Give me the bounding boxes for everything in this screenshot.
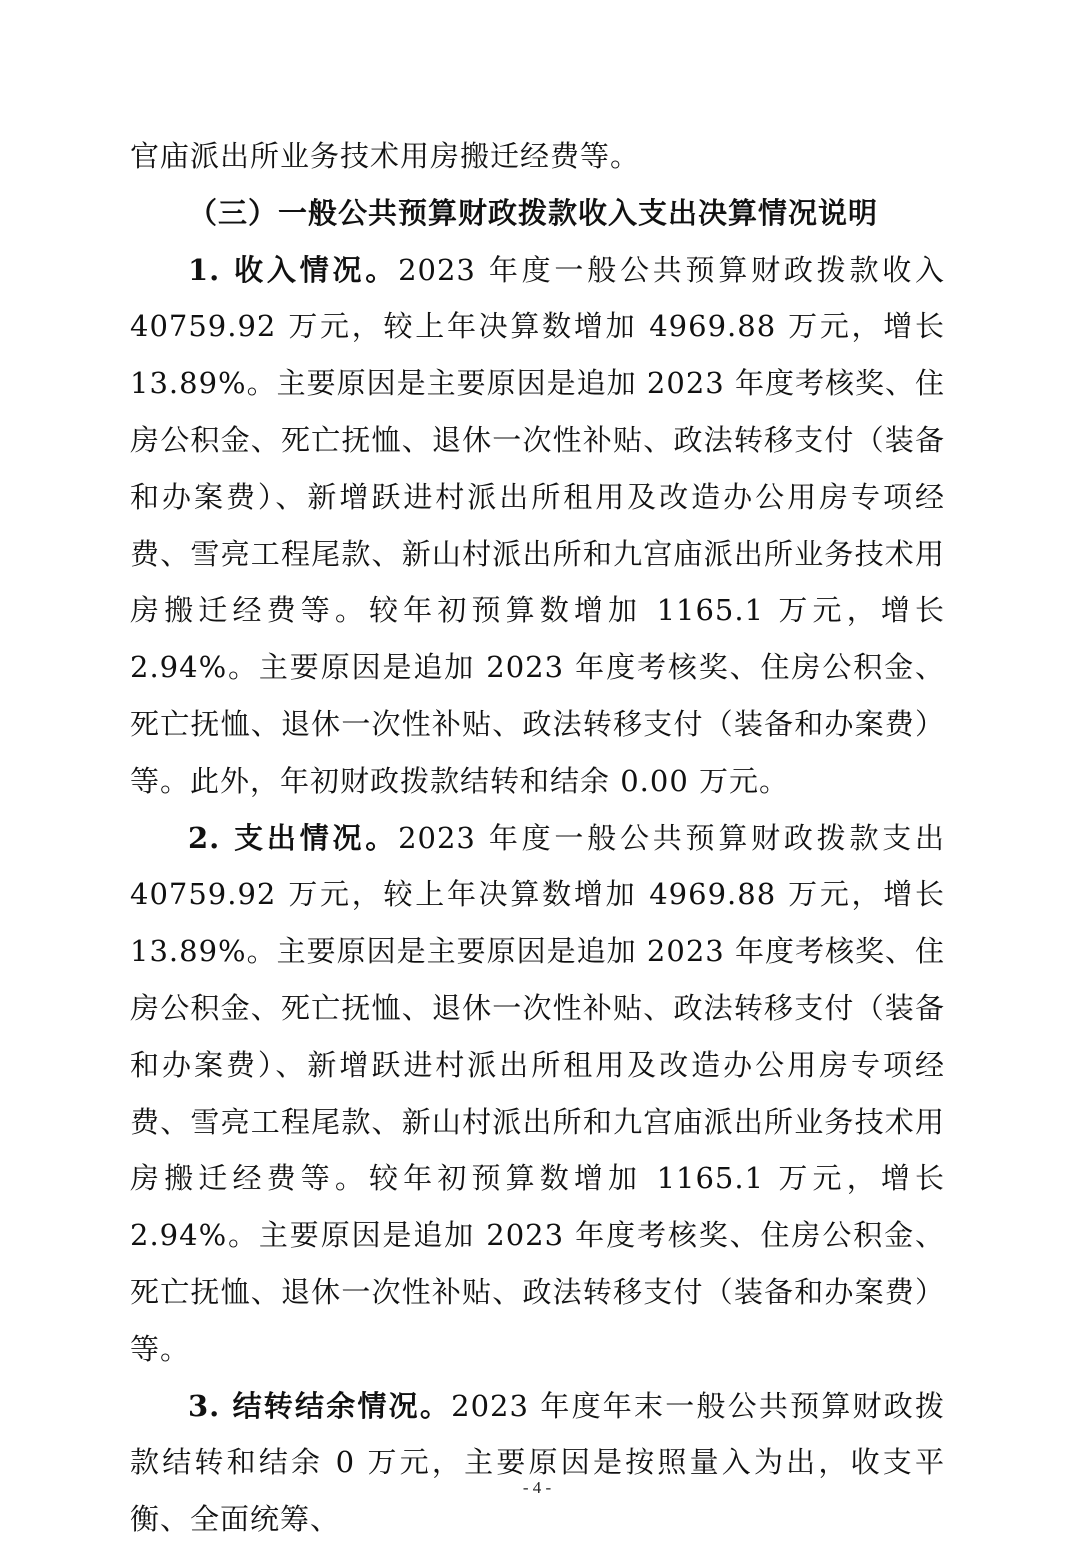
document-body xyxy=(130,128,945,1548)
item-expenditure-lead: 2. 支出情况。 xyxy=(188,820,399,855)
item-expenditure-body: 2023 年度一般公共预算财政拨款支出 40759.92 万元，较上年决算数增加 4969.88 万元，增长 13.89%。主要原因是主要原因是追加 2023 年度考核奖、住房公积金、死亡抚恤、退休一次性补贴、政法转移支付（装备和办案费）、新增跃进村派出所租用及改造办公用房专项经费、雪亮工程尾款、新山村派出所和九宫庙派出所业务技术用房搬迁经费等。较年初预算数增加 1165.1 万元，增长 2.94%。主要原因是追加 2023 年度考核奖、住房公积金、死亡抚恤、退休一次性补贴、政法转移支付（装备和办案费）等。 xyxy=(130,820,945,1366)
item-carryover-lead: 3. 结转结余情况。 xyxy=(188,1388,452,1423)
page-number: - 4 - xyxy=(522,1478,552,1497)
section-heading: （三）一般公共预算财政拨款收入支出决算情况说明 xyxy=(188,195,879,230)
item-income-body: 2023 年度一般公共预算财政拨款收入 40759.92 万元，较上年决算数增加 4969.88 万元，增长 13.89%。主要原因是主要原因是追加 2023 年度考核奖、住房公积金、死亡抚恤、退休一次性补贴、政法转移支付（装备和办案费）、新增跃进村派出所租用及改造办公用房专项经费、雪亮工程尾款、新山村派出所和九宫庙派出所业务技术用房搬迁经费等。较年初预算数增加 1165.1 万元，增长 2.94%。主要原因是追加 2023 年度考核奖、住房公积金、死亡抚恤、退休一次性补贴、政法转移支付（装备和办案费）等。此外，年初财政拨款结转和结余 0.00 万元。 xyxy=(130,252,945,798)
item-expenditure xyxy=(130,810,945,1378)
item-carryover-body: 2023 年度年末一般公共预算财政拨款结转和结余 0 万元，主要原因是按照量入为出，收支平衡、全面统筹、 xyxy=(130,1388,945,1537)
item-income xyxy=(130,242,945,810)
item-carryover xyxy=(130,1378,945,1548)
item-income-lead: 1. 收入情况。 xyxy=(188,252,399,287)
continuation-paragraph: 官庙派出所业务技术用房搬迁经费等。 xyxy=(130,139,641,173)
